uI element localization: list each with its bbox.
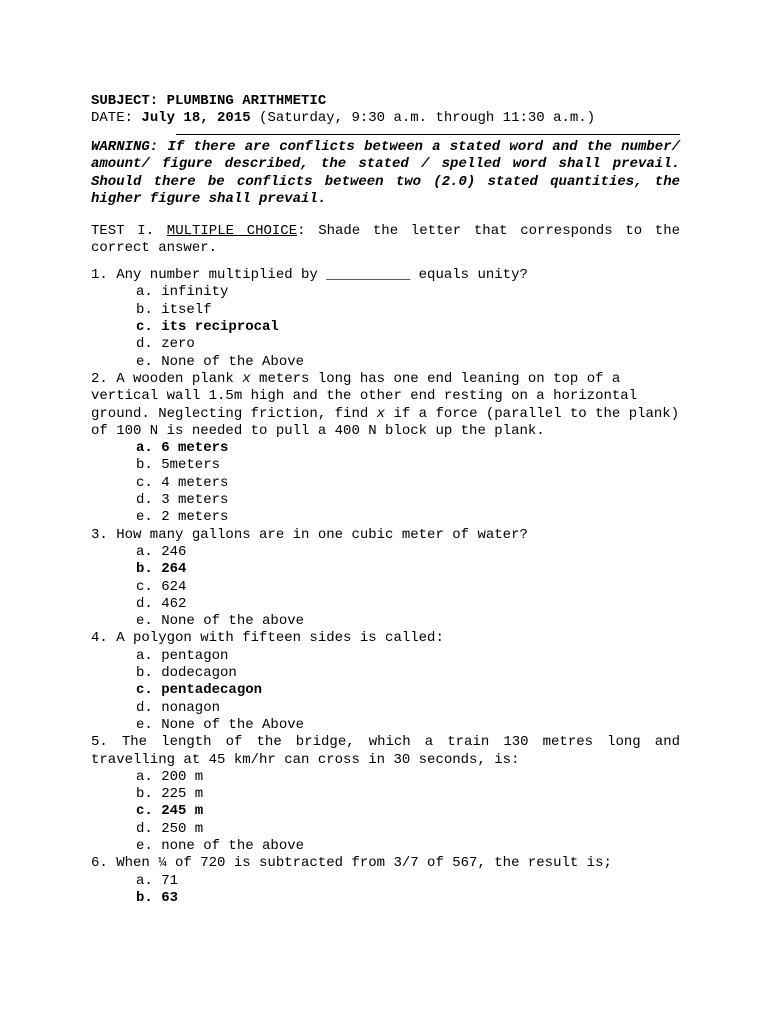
option-list <box>136 873 680 908</box>
option-list <box>136 769 680 855</box>
question-text-part: 2. A wooden plank <box>91 370 243 387</box>
test-type: MULTIPLE CHOICE <box>166 222 298 239</box>
option[interactable]: d. 3 meters <box>136 492 229 509</box>
warning-note: WARNING: If there are conflicts between a stated word and the number/ amount/ figure described, the stated / spelled word shall prevail. Should there be conflicts between two (2.0) stated quantities, the higher figure shall prevail. <box>91 138 680 208</box>
question-text: 3. How many gallons are in one cubic meter of water? <box>91 526 528 543</box>
test-prefix: TEST I. <box>91 222 167 239</box>
question-4 <box>91 630 680 734</box>
option[interactable]: a. 200 m <box>136 768 204 785</box>
option[interactable]: d. 462 <box>136 595 187 612</box>
option-list <box>136 544 680 630</box>
variable-x: x <box>376 405 386 422</box>
option[interactable]: d. 250 m <box>136 820 204 837</box>
option-answer[interactable]: c. pentadecagon <box>136 682 263 699</box>
option-answer[interactable]: c. 245 m <box>136 803 204 820</box>
subject-line: SUBJECT: PLUMBING ARITHMETIC <box>91 93 327 109</box>
option[interactable]: a. 71 <box>136 872 179 889</box>
divider-line <box>176 134 680 135</box>
question-text: 6. When ¼ of 720 is subtracted from 3/7 of 567, the result is; <box>91 855 612 872</box>
question-6 <box>91 855 680 907</box>
question-3 <box>91 527 680 631</box>
question-list <box>91 267 680 907</box>
option-answer[interactable]: b. 63 <box>136 889 179 906</box>
question-5 <box>91 734 680 855</box>
question-text: 4. A polygon with fifteen sides is called: <box>91 630 444 647</box>
option[interactable]: b. 5meters <box>136 457 221 474</box>
option[interactable]: a. 246 <box>136 543 187 560</box>
option[interactable]: a. infinity <box>136 284 229 301</box>
question-text: 1. Any number multiplied by __________ equals unity? <box>91 267 528 284</box>
option-list <box>136 440 680 526</box>
option-answer[interactable]: b. 264 <box>136 561 187 578</box>
date-value: July 18, 2015 <box>141 110 251 127</box>
option[interactable]: a. pentagon <box>136 647 229 664</box>
option[interactable]: d. nonagon <box>136 699 221 716</box>
test-instruction: : Shade the letter that corresponds to the correct answer. <box>91 222 680 256</box>
option-list <box>136 284 680 370</box>
date-line <box>91 110 680 127</box>
option[interactable]: b. itself <box>136 301 212 318</box>
option[interactable]: e. None of the above <box>136 613 305 630</box>
option[interactable]: c. 4 meters <box>136 474 229 491</box>
date-label: DATE: <box>91 110 142 127</box>
question-text <box>91 371 680 440</box>
question-text-part: meters long has one end leaning on top of a vertical wall 1.5m high and the other end resting on a horizontal ground. Neglecting friction, find <box>91 370 638 422</box>
option[interactable]: e. None of the Above <box>136 353 305 370</box>
date-suffix: (Saturday, 9:30 a.m. through 11:30 a.m.) <box>250 110 596 127</box>
question-2 <box>91 371 680 527</box>
option[interactable]: c. 624 <box>136 578 187 595</box>
option-answer[interactable]: a. 6 meters <box>136 440 229 457</box>
option[interactable]: d. zero <box>136 336 195 353</box>
option[interactable]: e. none of the above <box>136 837 305 854</box>
option[interactable]: e. None of the Above <box>136 716 305 733</box>
option-answer[interactable]: c. its reciprocal <box>136 319 279 336</box>
option-list <box>136 648 680 734</box>
question-1 <box>91 267 680 371</box>
document-content <box>91 93 680 907</box>
option[interactable]: b. dodecagon <box>136 665 237 682</box>
variable-x: x <box>242 370 251 387</box>
option[interactable]: e. 2 meters <box>136 509 229 526</box>
test-instructions <box>91 223 680 258</box>
option[interactable]: b. 225 m <box>136 786 204 803</box>
question-text: 5. The length of the bridge, which a train 130 metres long and travelling at 45 km/hr can cross in 30 seconds, is: <box>91 734 680 768</box>
question-text-part: if a force (parallel to the plank) of 100 N is needed to pull a 400 N block up the plank. <box>91 405 680 439</box>
